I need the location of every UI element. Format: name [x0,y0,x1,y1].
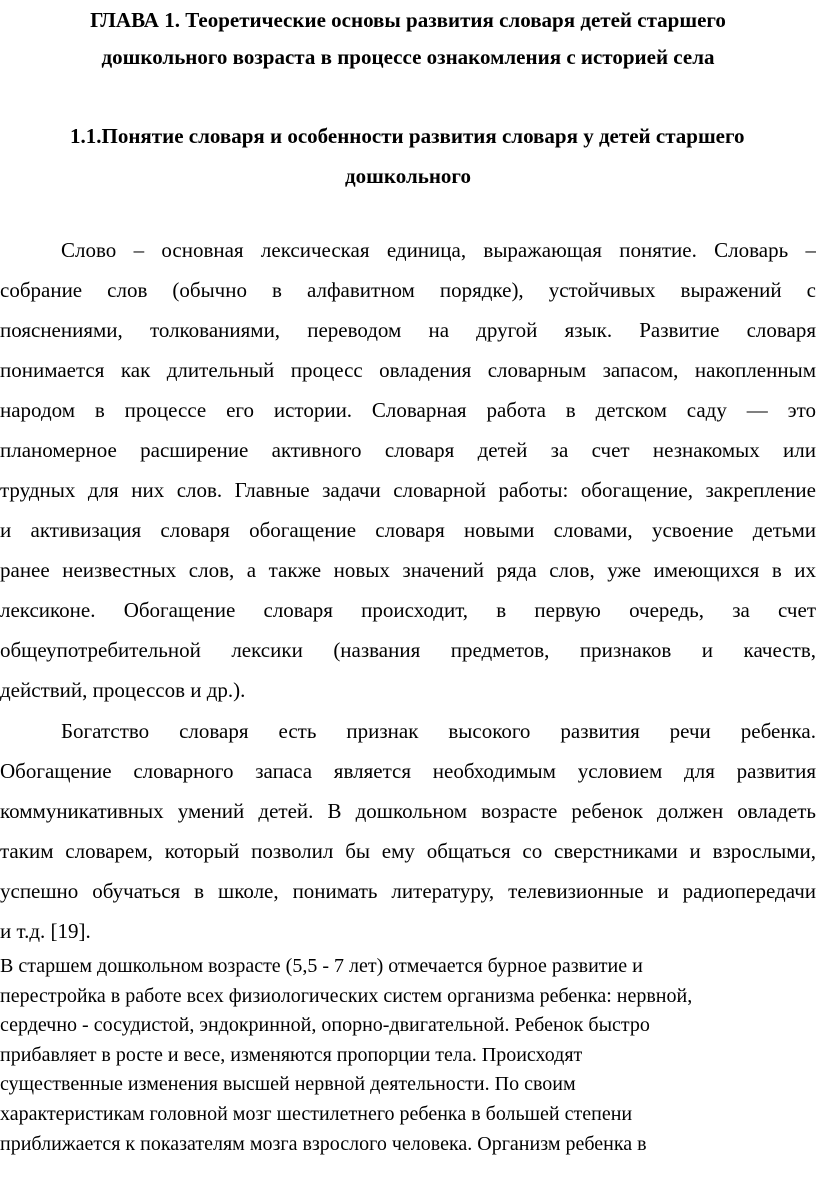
text-line: прибавляет в росте и весе, изменяются пропорции тела. Происходят [0,1043,583,1066]
text-line: коммуникативных умений детей. В дошкольном возрасте ребенок должен овладеть [0,799,816,823]
text-line: Богатство словаря есть признак высокого развития речи ребенка. [61,719,816,743]
text-line: сердечно - сосудистой, эндокринной, опорно-двигательной. Ребенок быстро [0,1014,650,1037]
text-line: Слово – основная лексическая единица, выражающая понятие. Словарь – [61,238,816,262]
chapter-title-line-1: ГЛАВА 1. Теоретические основы развития словаря детей старшего [90,8,726,32]
text-line: существенные изменения высшей нервной деятельности. По своим [0,1073,576,1096]
text-line: В старшем дошкольном возрасте (5,5 - 7 лет) отмечается бурное развитие и [0,955,643,977]
text-line: Обогащение словарного запаса является необходимым условием для развития [0,759,816,783]
text-line: приближается к показателям мозга взрослого человека. Организм ребенка в [0,1132,647,1155]
text-line: и т.д. [19]. [0,919,91,943]
text-line: действий, процессов и др.). [0,678,246,702]
paragraph-vocabulary-richness [0,711,816,951]
paragraph-senior-preschool-age [0,952,816,1159]
text-line: ранее неизвестных слов, а также новых значений ряда слов, уже имеющихся в их [0,558,816,582]
text-line: успешно обучаться в школе, понимать литературу, телевизионные и радиопередачи [0,879,816,903]
text-line: характеристикам головной мозг шестилетнего ребенка в большей степени [0,1102,633,1125]
chapter-title [0,2,816,76]
section-title-line-1: 1.1.Понятие словаря и особенности развития словаря у детей старшего [70,124,745,148]
text-line: понимается как длительный процесс овладения словарным запасом, накопленным [0,358,816,382]
section-title [0,116,816,196]
text-line: таким словарем, который позволил бы ему общаться со сверстниками и взрослыми, [0,839,816,863]
text-line: пояснениями, толкованиями, переводом на другой язык. Развитие словаря [0,318,816,342]
text-line: общеупотребительной лексики (названия предметов, признаков и качеств, [0,638,816,662]
text-line: собрание слов (обычно в алфавитном порядке), устойчивых выражений с [0,278,816,302]
section-title-line-2: дошкольного [345,164,471,188]
chapter-title-line-2: дошкольного возраста в процессе ознакомления с историей села [101,45,715,69]
text-line: народом в процессе его истории. Словарная работа в детском саду — это [0,398,816,422]
text-line: и активизация словаря обогащение словаря новыми словами, усвоение детьми [0,518,816,542]
text-line: перестройка в работе всех физиологических систем организма ребенка: нервной, [0,984,693,1007]
text-line: лексиконе. Обогащение словаря происходит, в первую очередь, за счет [0,598,816,622]
text-line: трудных для них слов. Главные задачи словарной работы: обогащение, закрепление [0,478,816,502]
text-line: планомерное расширение активного словаря детей за счет незнакомых или [0,438,816,462]
paragraph-vocabulary-definition [0,230,816,710]
